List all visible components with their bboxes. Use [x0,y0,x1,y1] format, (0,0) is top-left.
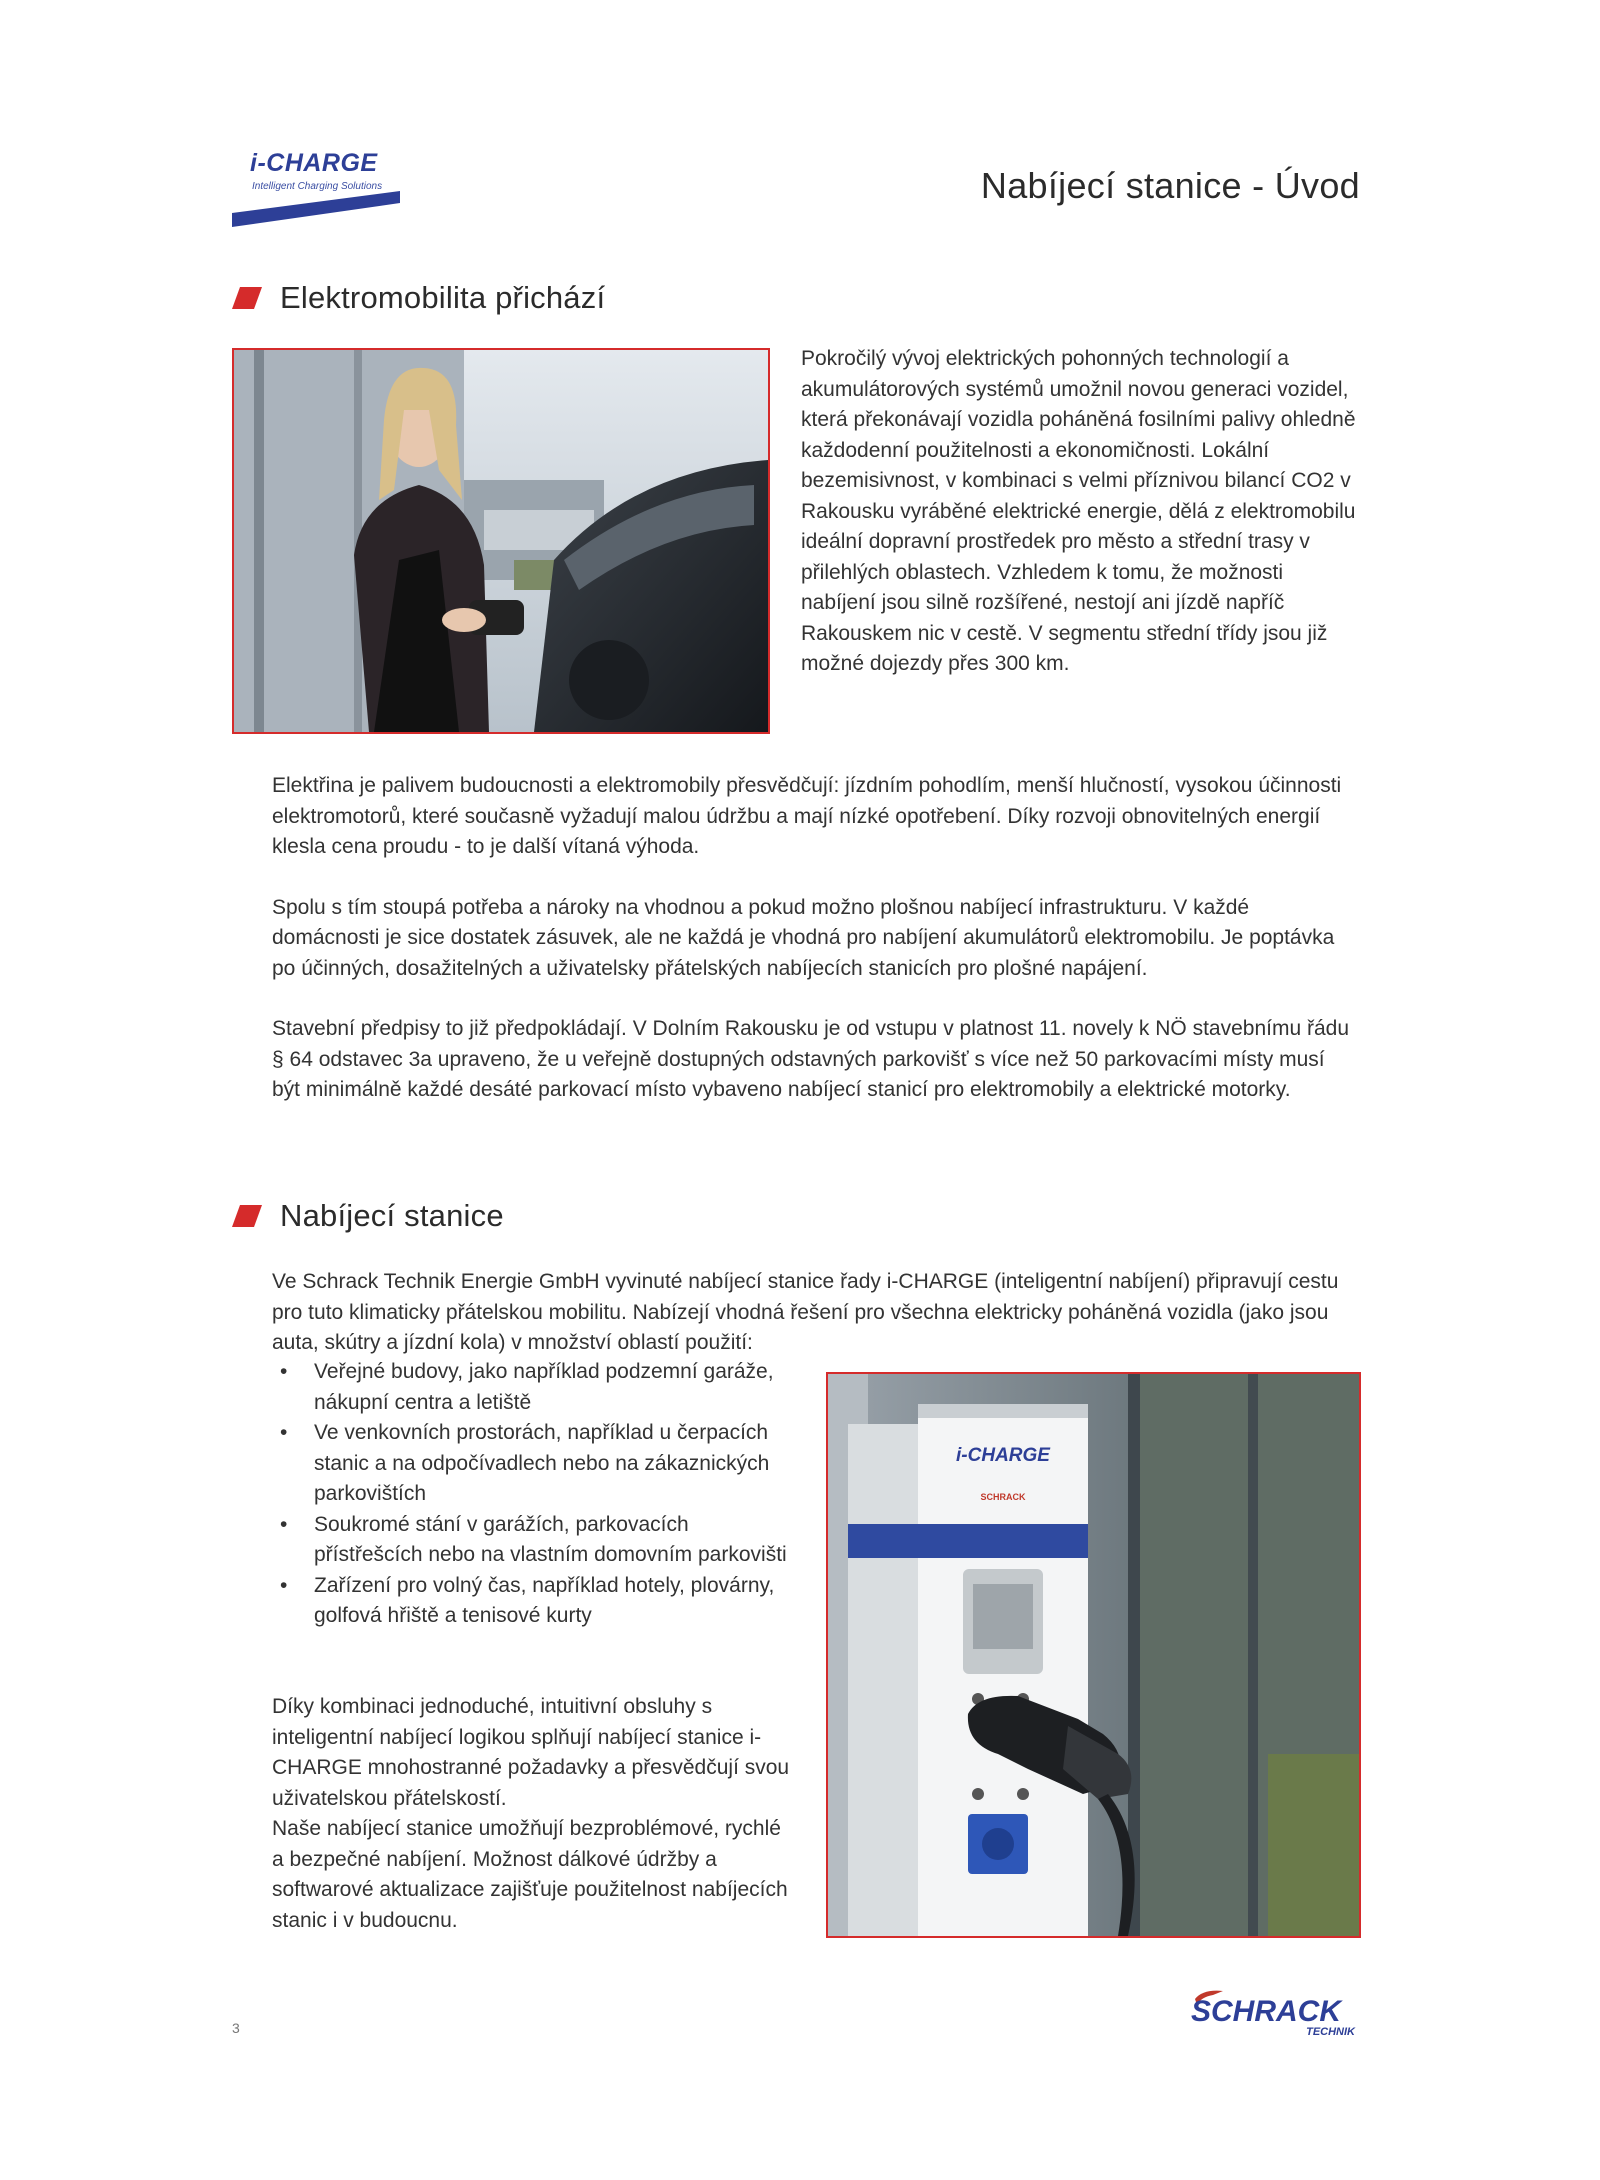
section-heading-charging-stations [232,1198,504,1234]
bullet: • [280,1360,288,1383]
list-item-text: Soukromé stání v garážích, parkovacích přístřešcích nebo na vlastním domovním parkovišti [314,1512,787,1566]
paragraph-benefits: Elektřina je palivem budoucnosti a elektromobily přesvědčují: jízdním pohodlím, menší hlučností, vysokou účinnosti elektromotorů, které současně vyžadují malou údržbu a mají nízké opotřebení. Díky rozvoji obnovitelných energií klesla cena proudu - to je další vítaná výhoda. [272,774,1342,858]
page-number: 3 [232,2020,240,2036]
list-item [272,1510,792,1571]
intro-paragraph: Pokročilý vývoj elektrických pohonných technologií a akumulátorových systémů umožnil novou generaci vozidel, která překonávají vozidla poháněná fosilními palivy ohledně každodenní použitelnosti a ekonomičnosti. Lokální bezemisivnost, v kombinaci s velmi příznivou bilancí CO2 v Rakousku vyráběné elektrické energie, dělá z elektromobilu ideální dopravní prostředek pro město a střední trasy v přilehlých oblastech. Vzhledem k tomu, že možnosti nabíjení jsou silně rozšířené, nestojí ani jízdě napříč Rakouskem nic v cestě. V segmentu střední třídy jsou již možné dojezdy přes 300 km. [801,347,1356,675]
section-marker-icon [232,1205,262,1227]
closing-text-2: Naše nabíjecí stanice umožňují bezproblémové, rychlé a bezpečné nabíjení. Možnost dálkové údržby a softwarové aktualizace zajišťuje použitelnost nabíjecích stanic i v budoucnu. [272,1817,788,1932]
stations-intro-paragraph: Ve Schrack Technik Energie GmbH vyvinuté nabíjecí stanice řady i-CHARGE (inteligentní nabíjení) připravují cestu pro tuto klimaticky přátelskou mobilitu. Nabízejí vhodná řešení pro všechna elektricky poháněná vozidla (jako jsou auta, skútry a jízdní kola) v množství oblastí použití: [272,1270,1339,1354]
page-title: Nabíjecí stanice - Úvod [980,165,1360,206]
section-title: Elektromobilita přichází [280,280,606,315]
paragraph-regulations: Stavební předpisy to již předpokládají. V Dolním Rakousku je od vstupu v platnost 11. novely k NÖ stavebnímu řádu § 64 odstavec 3a upraveno, že u veřejně dostupných odstavných parkovišť s více než 50 parkovacími místy musí být minimálně každé desáté parkovací místo vybaveno nabíjecí stanicí pro elektromobily a elektrické motorky. [272,1017,1350,1101]
photo-woman-charging-car [232,348,770,734]
list-item-text: Veřejné budovy, jako například podzemní garáže, nákupní centra a letiště [314,1360,774,1414]
usage-areas-list [272,1357,792,1632]
list-item-text: Zařízení pro volný čas, například hotely, plovárny, golfová hřiště a tenisové kurty [314,1573,775,1627]
logo-swoosh-icon [228,185,408,230]
schrack-brand-text: SCHRACK [1191,1995,1341,2028]
schrack-technik-logo [1183,1985,1363,2045]
list-item [272,1357,792,1418]
logo-tagline: Intelligent Charging Solutions [252,181,383,192]
logo-wordmark: i-CHARGE [250,149,378,177]
i-charge-logo [228,145,408,230]
schrack-sub-text: TECHNIK [1306,2026,1355,2038]
station-maker-label: SCHRACK [980,1492,1026,1502]
schrack-logo-icon [1183,1985,1363,2045]
station-brand-label: i-CHARGE [956,1445,1050,1466]
paragraph-infrastructure: Spolu s tím stoupá potřeba a nároky na vhodnou a pokud možno plošnou nabíjecí infrastrukturu. V každé domácnosti je sice dostatek zásuvek, ale ne každá je vhodná pro nabíjení akumulátorů elektromobilu. Je poptávka po účinných, dosažitelných a uživatelsky přátelských nabíjecích stanicích pro plošné napájení. [272,895,1335,980]
bullet: • [280,1421,288,1444]
section-heading-electromobility [232,280,605,316]
charging-station-image [828,1374,1359,1936]
list-item [272,1418,792,1510]
woman-charging-image [234,350,768,732]
closing-paragraph [272,1692,792,1936]
bullet: • [280,1573,288,1597]
body-paragraphs [272,771,1352,1136]
section-marker-icon [232,287,262,309]
section-title: Nabíjecí stanice [280,1198,504,1233]
list-item [272,1571,792,1632]
photo-charging-station [826,1372,1361,1938]
closing-text-1: Díky kombinaci jednoduché, intuitivní obsluhy s inteligentní nabíjecí logikou splňují nabíjecí stanice i-CHARGE mnohostranné požadavky a přesvědčují svou uživatelskou přátelskostí. [272,1695,790,1810]
list-item-text: Ve venkovních prostorách, například u čerpacích stanic a na odpočívadlech nebo na zákaznických parkovištích [314,1421,770,1505]
bullet: • [280,1512,288,1536]
